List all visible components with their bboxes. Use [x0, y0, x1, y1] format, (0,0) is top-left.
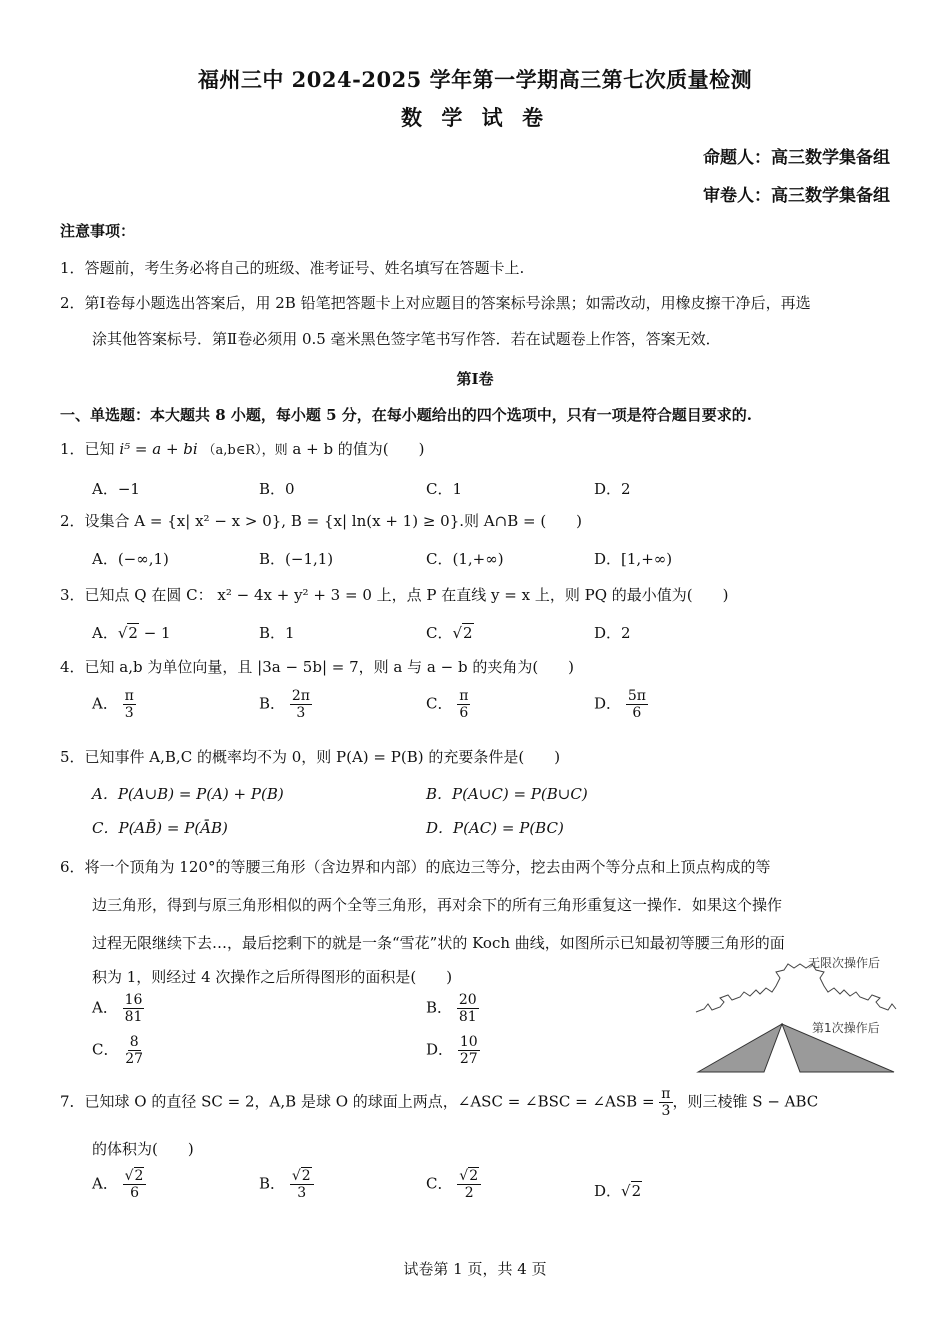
denominator: 27	[125, 1051, 144, 1067]
denominator: 6	[632, 705, 642, 721]
q7-option-b	[259, 1168, 314, 1201]
q3-option-c	[426, 622, 474, 643]
q7-text-a: 7．已知球 O 的直径 SC = 2，A,B 是球 O 的球面上两点，∠ASC = ∠BSC = ∠ASB =	[60, 1092, 660, 1111]
question-3: 3．已知点 Q 在圆 C： x² − 4x + y² + 3 = 0 上，点 P 在直线 y = x 上，则 PQ 的最小值为( )	[60, 586, 729, 604]
option-label: A．	[92, 1174, 118, 1193]
koch-curve-figure	[690, 952, 900, 1078]
denominator: 3	[296, 705, 306, 721]
numerator: 8	[129, 1034, 139, 1050]
q7-option-d	[594, 1180, 642, 1201]
option-label: B．	[259, 694, 286, 713]
question-4: 4．已知 a,b 为单位向量，且 |3a − 5b| = 7，则 a 与 a − b 的夹角为( )	[60, 658, 575, 676]
numerator: √2	[123, 1168, 147, 1185]
q1-option-a: A．−1	[92, 480, 140, 498]
question-6-line-3: 过程无限继续下去…，最后挖剩下的就是一条“雪花”状的 Koch 曲线，如图所示已知最初等腰三角形的面	[92, 934, 785, 952]
option-label: A．	[92, 998, 118, 1017]
radicand: 2	[463, 624, 473, 642]
q7-option-a	[92, 1168, 146, 1201]
denominator: 2	[464, 1185, 474, 1201]
numerator: π	[459, 688, 469, 704]
fraction	[458, 1034, 480, 1067]
question-7-line-1	[60, 1086, 892, 1119]
fraction	[123, 1034, 145, 1067]
fraction	[659, 1086, 672, 1119]
q3-option-d: D．2	[594, 624, 631, 642]
q2-option-d: D．[1,+∞)	[594, 550, 673, 568]
q6-option-d	[426, 1034, 480, 1067]
sqrt-symbol: √2	[621, 1182, 642, 1200]
q3-option-c-label: C．	[426, 624, 453, 642]
q3-option-b: B．1	[259, 624, 295, 642]
section-heading: 一、单选题：本大题共 8 小题，每小题 5 分，在每小题给出的四个选项中，只有一项是符合题目要求的.	[60, 406, 752, 424]
denominator: 27	[459, 1051, 478, 1067]
fraction	[457, 1168, 481, 1201]
question-1	[60, 438, 892, 462]
denominator: 3	[124, 705, 134, 721]
q2-option-a: A．(−∞,1)	[92, 550, 169, 568]
q4-option-b	[259, 688, 312, 721]
numerator: 10	[459, 1034, 478, 1050]
fig-label-infinite: 无限次操作后	[808, 956, 881, 970]
q2-option-c: C．(1,+∞)	[426, 550, 504, 568]
q4-option-c	[426, 688, 470, 721]
fraction	[123, 688, 136, 721]
numerator: π	[661, 1086, 671, 1102]
q1-option-c: C．1	[426, 480, 463, 498]
q3-option-a	[92, 622, 171, 643]
q5-option-c: C．P(AB̄) = P(ĀB)	[92, 819, 228, 837]
sqrt-symbol: √2	[117, 624, 138, 642]
option-label: C．	[426, 1174, 453, 1193]
denominator: 81	[124, 1009, 143, 1025]
q6-option-c	[92, 1034, 145, 1067]
option-label: A．	[92, 694, 118, 713]
note-item-2: 2．第Ⅰ卷每小题选出答案后，用 2B 铅笔把答题卡上对应题目的答案标号涂黑；如需改动，用橡皮擦干净后，再选	[60, 294, 811, 312]
fraction	[457, 688, 470, 721]
question-6-line-4: 积为 1，则经过 4 次操作之后所得图形的面积是( )	[92, 968, 453, 986]
koch-curve	[696, 964, 896, 1012]
radicand: 2	[128, 624, 138, 642]
q3-option-a-label: A．	[92, 624, 118, 642]
exam-title: 福州三中 2024-2025 学年第一学期高三第七次质量检测	[197, 67, 753, 92]
option-label: B．	[259, 1174, 286, 1193]
q1-option-b: B．0	[259, 480, 295, 498]
denominator: 3	[661, 1103, 671, 1119]
radicand: 2	[134, 1168, 144, 1184]
q2-option-b: B．(−1,1)	[259, 550, 334, 568]
q1-ask: a + b 的值为( )	[292, 440, 425, 458]
numerator: √2	[290, 1168, 314, 1185]
q4-option-d	[594, 688, 648, 721]
option-label: B．	[426, 998, 453, 1017]
fraction	[290, 1168, 314, 1201]
fraction	[123, 1168, 147, 1201]
q7-option-c	[426, 1168, 481, 1201]
numerator: 20	[458, 992, 477, 1008]
option-label: D．	[594, 1182, 622, 1200]
numerator: 2π	[291, 688, 310, 704]
reviewer-line: 审卷人：高三数学集备组	[703, 186, 890, 206]
q7-text-b: ，则三棱锥 S − ABC	[672, 1092, 819, 1111]
q1-domain: （a,b∈R），则	[202, 443, 288, 458]
question-2: 2．设集合 A = {x| x² − x > 0}, B = {x| ln(x + 1) ≥ 0}.则 A∩B = ( )	[60, 512, 583, 530]
fraction	[457, 992, 479, 1025]
q3-option-a-tail: − 1	[138, 624, 171, 642]
fraction	[290, 688, 312, 721]
radicand: 2	[469, 1168, 479, 1184]
option-label: D．	[594, 694, 622, 713]
note-item-2-cont: 涂其他答案标号．第Ⅱ卷必须用 0.5 毫米黑色签字笔书写作答．若在试题卷上作答，答案无效．	[92, 330, 721, 348]
option-label: C．	[92, 1040, 119, 1059]
koch-left-triangle	[698, 1024, 782, 1072]
q1-option-d: D．2	[594, 480, 631, 498]
q1-condition: i⁵ = a + bi	[119, 440, 198, 458]
numerator: π	[124, 688, 134, 704]
q4-option-a	[92, 688, 136, 721]
sqrt-symbol: √2	[452, 624, 473, 642]
author-line: 命题人：高三数学集备组	[703, 148, 890, 168]
fig-label-first: 第1次操作后	[812, 1021, 880, 1035]
question-5: 5．已知事件 A,B,C 的概率均不为 0，则 P(A) = P(B) 的充要条件是( )	[60, 748, 561, 766]
q5-option-a: A．P(A∪B) = P(A) + P(B)	[92, 785, 284, 803]
exam-subtitle: 数 学 试 卷	[401, 105, 549, 130]
radicand: 2	[301, 1168, 311, 1184]
radicand: 2	[631, 1182, 642, 1200]
option-label: D．	[426, 1040, 454, 1059]
volume-heading: 第Ⅰ卷	[456, 370, 494, 388]
numerator: 16	[124, 992, 143, 1008]
note-item-1: 1．答题前，考生务必将自己的班级、准考证号、姓名填写在答题卡上.	[60, 259, 525, 277]
denominator: 3	[297, 1185, 307, 1201]
question-7-line-2: 的体积为( )	[92, 1140, 194, 1158]
fraction	[626, 688, 648, 721]
fraction	[123, 992, 145, 1025]
option-label: C．	[426, 694, 453, 713]
page-footer: 试卷第 1 页，共 4 页	[403, 1260, 547, 1278]
q6-option-b	[426, 992, 479, 1025]
question-6-line-1: 6．将一个顶角为 120°的等腰三角形（含边界和内部）的底边三等分，挖去由两个等分点和上顶点构成的等	[60, 858, 771, 876]
question-6-line-2: 边三角形，得到与原三角形相似的两个全等三角形，再对余下的所有三角形重复这一操作．如果这个操作	[92, 896, 783, 914]
denominator: 6	[130, 1185, 139, 1201]
numerator: 5π	[627, 688, 646, 704]
q5-option-d: D．P(AC) = P(BC)	[426, 819, 564, 837]
denominator: 81	[458, 1009, 477, 1025]
q6-option-a	[92, 992, 144, 1025]
q1-pre: 1．已知	[60, 440, 115, 458]
q5-option-b: B．P(A∪C) = P(B∪C)	[426, 785, 588, 803]
denominator: 6	[459, 705, 469, 721]
notes-heading: 注意事项：	[60, 222, 136, 240]
numerator: √2	[457, 1168, 481, 1185]
